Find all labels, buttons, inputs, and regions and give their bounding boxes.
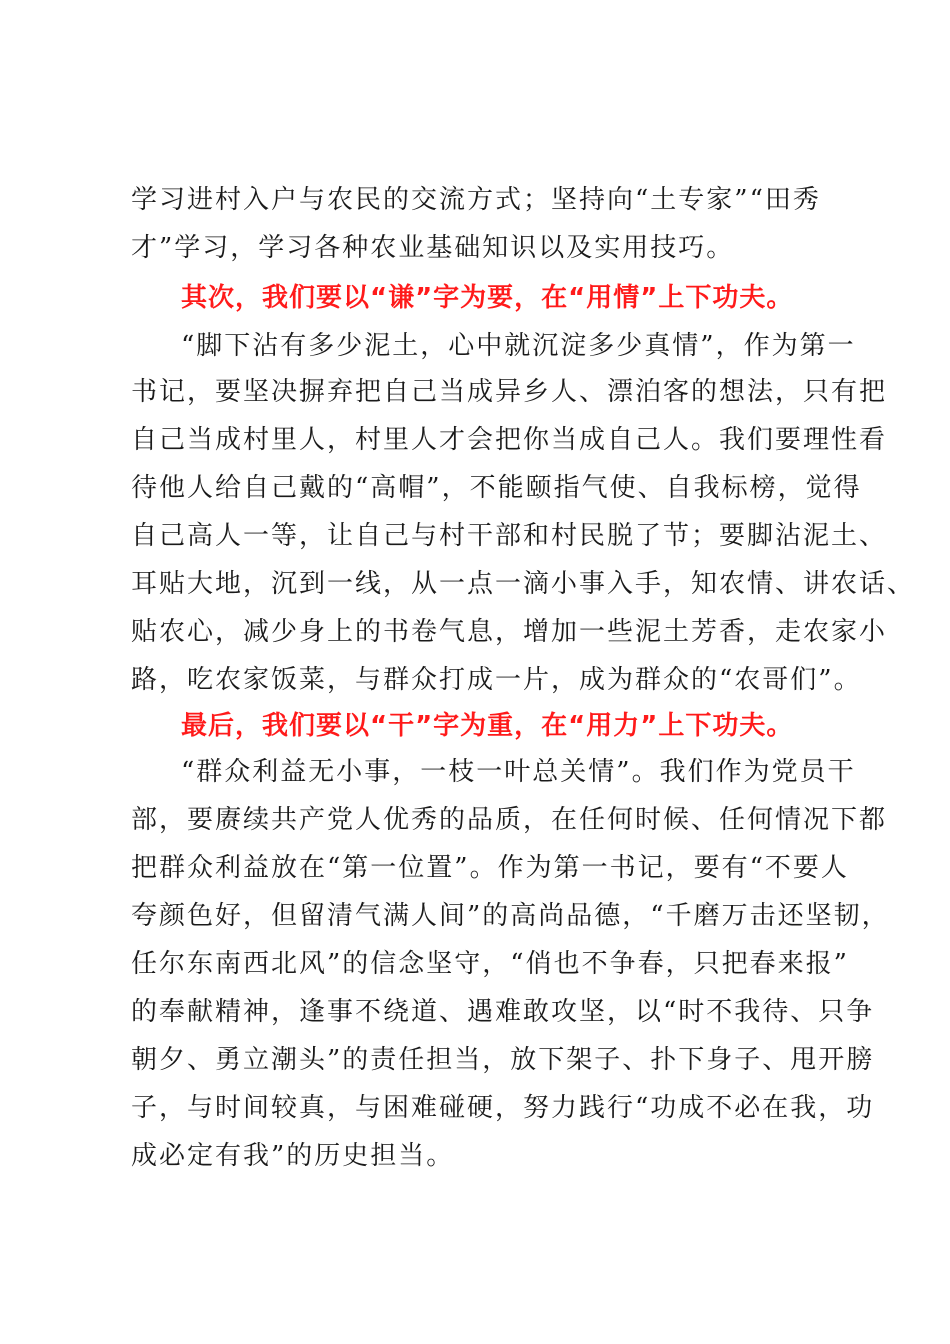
- section-heading-last: 最后，我们要以“干”字为重，在“用力”上下功夫。: [181, 711, 794, 741]
- text-line: 朝夕、勇立潮头”的责任担当，放下架子、扑下身子、甩开膀: [131, 1045, 875, 1075]
- text-line: 的奉献精神，逢事不绕道、遇难敢攻坚，以“时不我待、只争: [131, 997, 875, 1027]
- text-line: “脚下沾有多少泥土，心中就沉淀多少真情”，作为第一: [181, 331, 856, 361]
- text-line: 把群众利益放在“第一位置”。作为第一书记，要有“不要人: [131, 853, 849, 883]
- text-line: 子，与时间较真，与困难碰硬，努力践行“功成不必在我，功: [131, 1093, 875, 1123]
- section-heading-second: 其次，我们要以“谦”字为要，在“用情”上下功夫。: [181, 283, 794, 313]
- text-line: 自己高人一等，让自己与村干部和村民脱了节；要脚沾泥土、: [131, 521, 888, 551]
- text-line: 部，要赓续共产党人优秀的品质，在任何时候、任何情况下都: [131, 805, 888, 835]
- text-line: 书记，要坚决摒弃把自己当成异乡人、漂泊客的想法，只有把: [131, 377, 888, 407]
- text-line: 路，吃农家饭菜，与群众打成一片，成为群众的“农哥们”。: [131, 665, 862, 695]
- text-line: “群众利益无小事，一枝一叶总关情”。我们作为党员干: [181, 757, 856, 787]
- text-line: 耳贴大地，沉到一线，从一点一滴小事入手，知农情、讲农话、: [131, 569, 916, 599]
- text-line: 待他人给自己戴的“高帽”，不能颐指气使、自我标榜，觉得: [131, 473, 862, 503]
- text-line: 夸颜色好，但留清气满人间”的高尚品德，“千磨万击还坚韧，: [131, 901, 890, 931]
- text-line: 任尔东南西北风”的信念坚守，“俏也不争春，只把春来报”: [131, 949, 849, 979]
- text-line: 才”学习，学习各种农业基础知识以及实用技巧。: [131, 233, 735, 263]
- text-line: 贴农心，减少身上的书卷气息，增加一些泥土芳香，走农家小: [131, 617, 888, 647]
- text-line: 成必定有我”的历史担当。: [131, 1141, 455, 1171]
- text-line: 学习进村入户与农民的交流方式；坚持向“土专家”“田秀: [131, 185, 821, 215]
- text-line: 自己当成村里人，村里人才会把你当成自己人。我们要理性看: [131, 425, 888, 455]
